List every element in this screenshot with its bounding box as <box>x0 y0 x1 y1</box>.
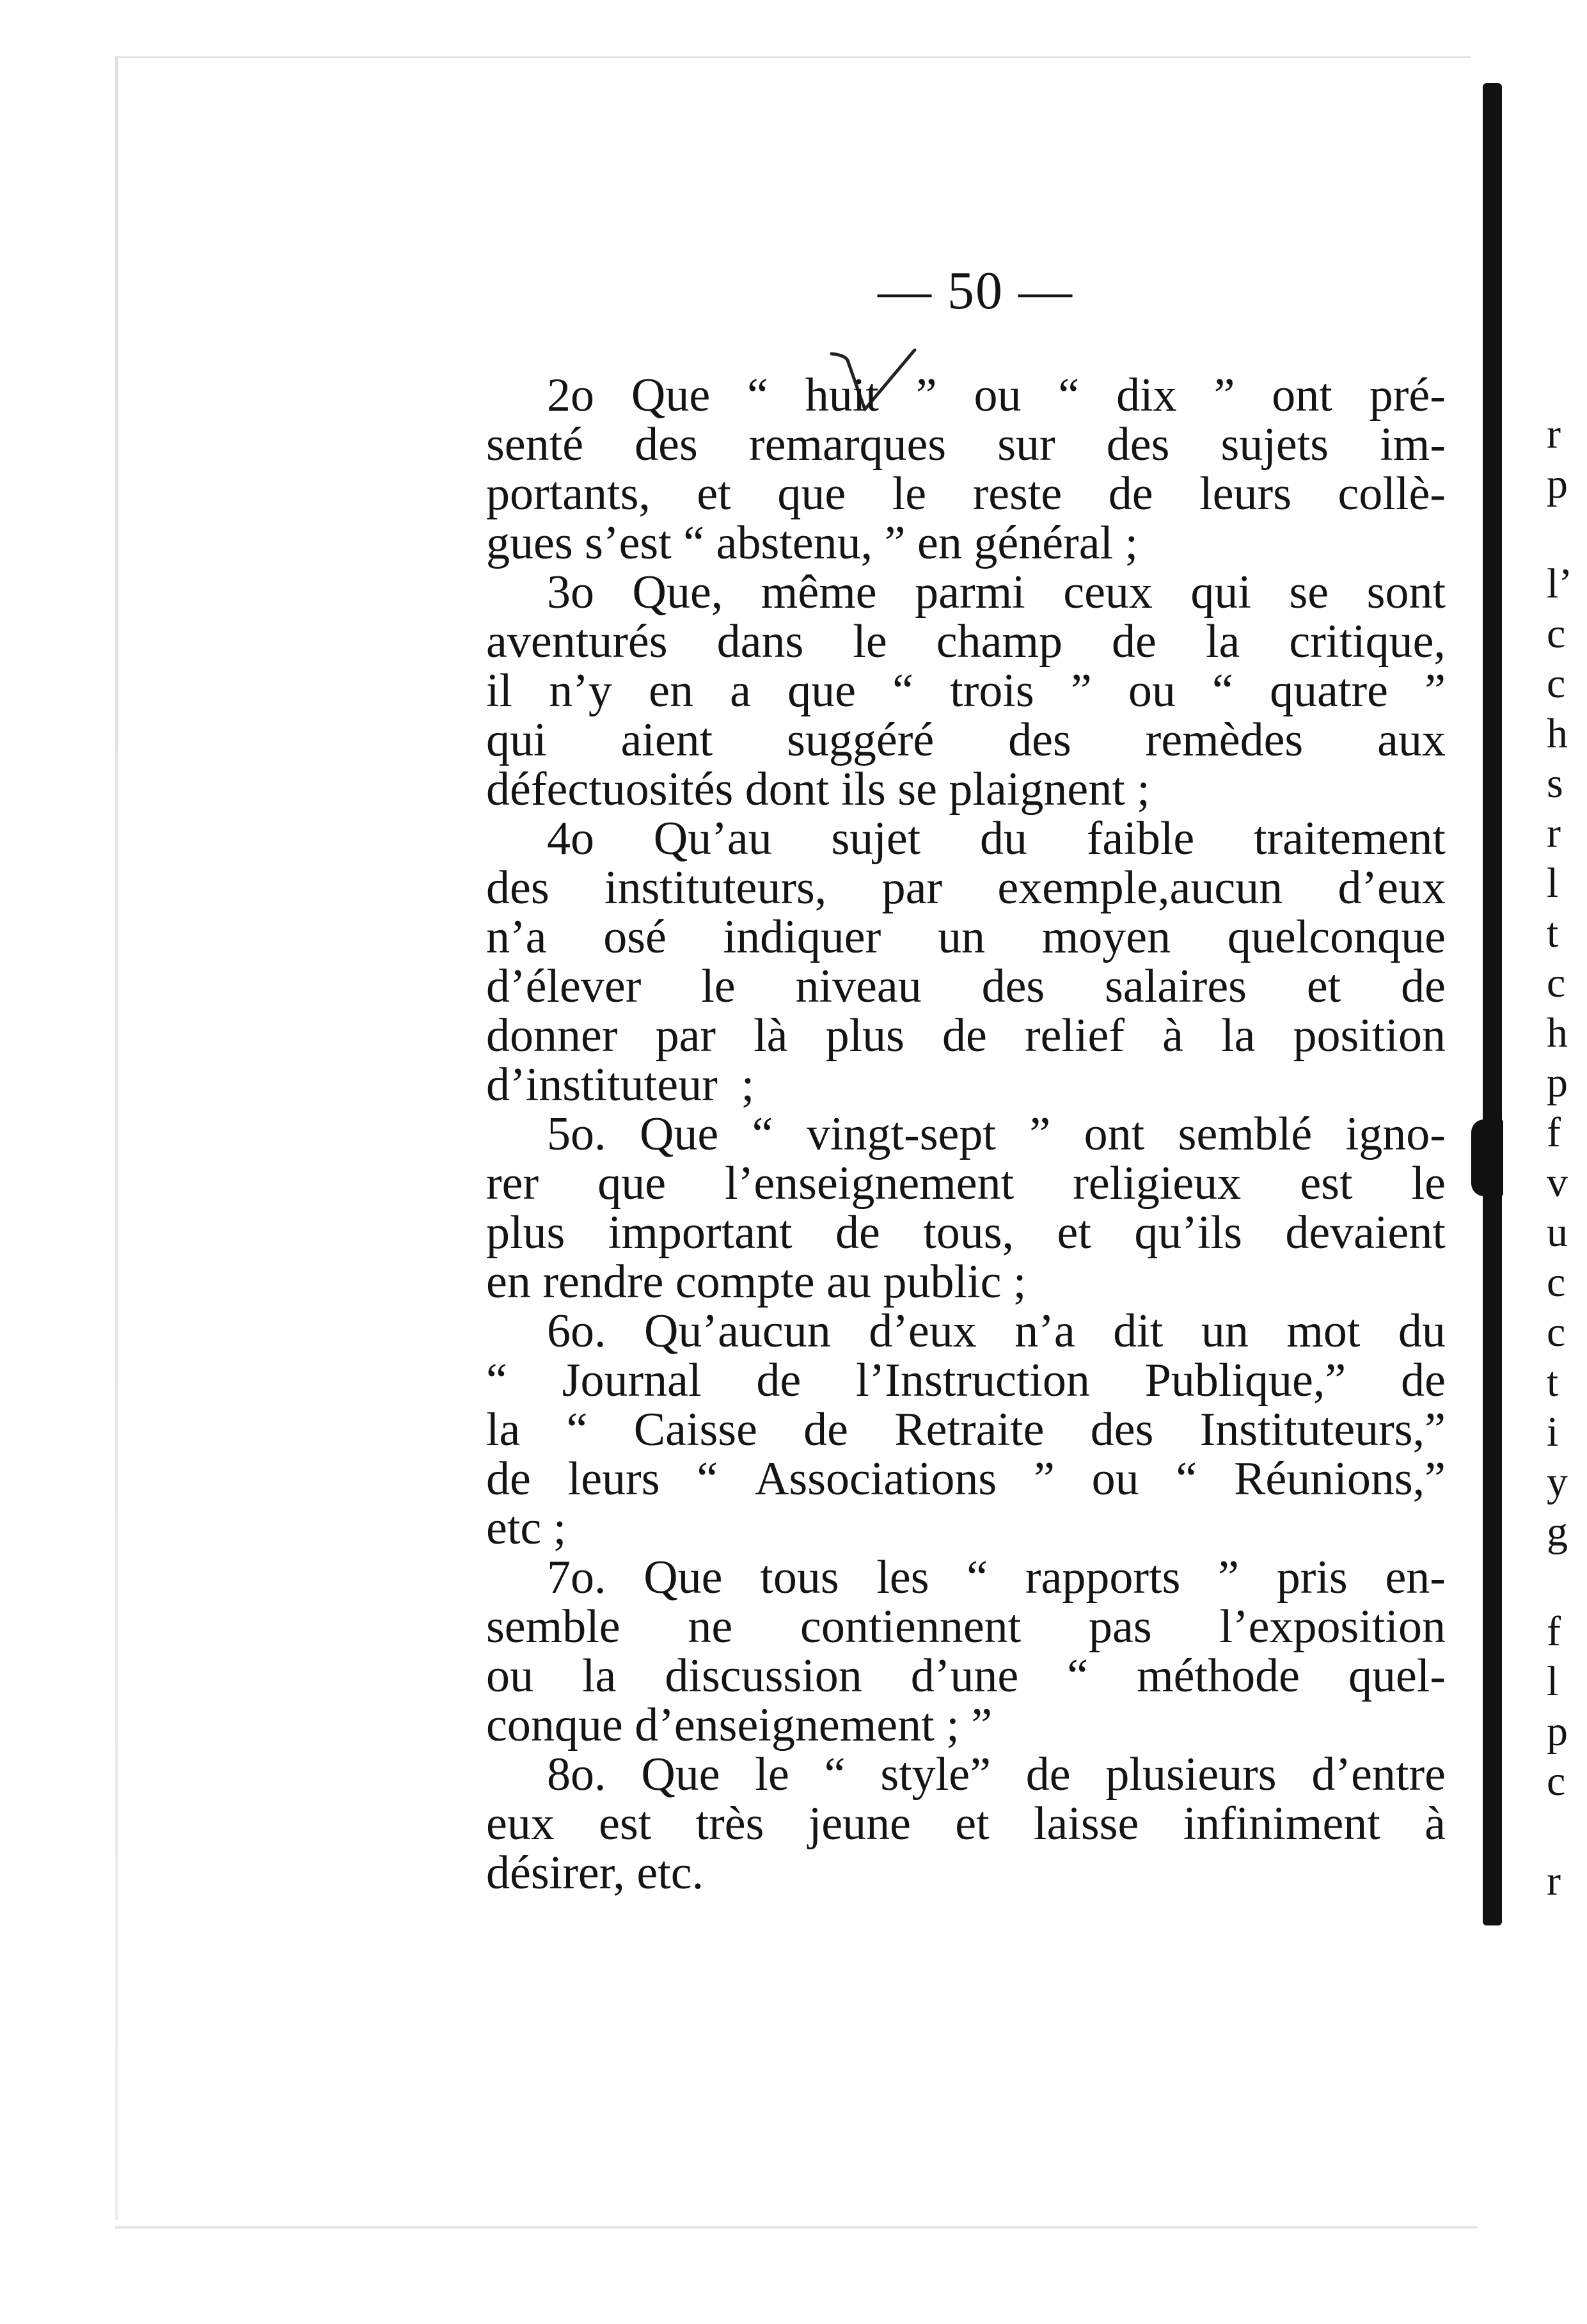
margin-fragment: i <box>1547 1409 1559 1455</box>
margin-fragment: c <box>1547 1758 1566 1805</box>
page-number: — 50 — <box>878 261 1073 320</box>
text-line: 6o. Qu’aucun d’eux n’a dit un mot du <box>547 1305 1446 1357</box>
margin-fragment: g <box>1547 1508 1568 1555</box>
text-line: ou la discussion d’une “ méthode quel- <box>486 1650 1446 1702</box>
margin-fragment: h <box>1547 1009 1568 1056</box>
margin-fragment: c <box>1547 1309 1566 1356</box>
margin-fragment: c <box>1547 1259 1566 1306</box>
book-spine-shadow <box>1483 83 1502 1925</box>
text-line: qui aient suggéré des remèdes aux <box>486 714 1446 766</box>
text-line: etc ; <box>486 1502 567 1554</box>
margin-fragment <box>1547 1806 1585 1856</box>
text-line: désirer, etc. <box>486 1847 704 1899</box>
text-line: de leurs “ Associations ” ou “ Réunions,” <box>486 1453 1446 1505</box>
margin-fragment: c <box>1547 960 1566 1006</box>
text-line: 7o. Que tous les “ rapports ” pris en- <box>547 1551 1446 1604</box>
margin-fragment <box>1547 1557 1585 1607</box>
text-line: 8o. Que le “ style” de plusieurs d’entre <box>547 1748 1446 1801</box>
margin-fragment: f <box>1547 1109 1561 1156</box>
text-line: 4o Qu’au sujet du faible traitement <box>547 812 1446 865</box>
margin-fragment: p <box>1547 1059 1568 1106</box>
text-line: senté des remarques sur des sujets im- <box>486 418 1446 471</box>
book-spine-notch <box>1471 1119 1503 1196</box>
text-line: d’instituteur ; <box>486 1059 755 1111</box>
text-line: “ Journal de l’Instruction Publique,” de <box>486 1354 1446 1407</box>
margin-fragment: r <box>1547 411 1561 457</box>
text-line: défectuosités dont ils se plaignent ; <box>486 763 1150 816</box>
text-line: 3o Que, même parmi ceux qui se sont <box>547 566 1446 619</box>
text-line: la “ Caisse de Retraite des Instituteurs,” <box>486 1403 1446 1456</box>
margin-fragment: l’ <box>1547 560 1573 607</box>
margin-fragment: v <box>1547 1159 1568 1206</box>
text-line: plus important de tous, et qu’ils devaient <box>486 1206 1446 1259</box>
text-line: des instituteurs, par exemple,aucun d’eux <box>486 862 1446 914</box>
page-left-edge <box>115 58 118 2220</box>
margin-fragment: l <box>1547 1658 1559 1705</box>
margin-fragment: y <box>1547 1458 1568 1505</box>
text-line: donner par là plus de relief à la position <box>486 1009 1446 1062</box>
margin-fragment: u <box>1547 1209 1568 1256</box>
text-line: il n’y en a que “ trois ” ou “ quatre ” <box>486 665 1446 717</box>
margin-fragment: h <box>1547 710 1568 757</box>
margin-fragment: s <box>1547 760 1563 807</box>
margin-fragment: c <box>1547 660 1566 707</box>
margin-fragment <box>1547 509 1585 559</box>
body-text <box>486 371 1446 1898</box>
text-line: conque d’enseignement ; ” <box>486 1699 993 1751</box>
page-bottom-edge <box>115 2226 1478 2229</box>
margin-fragment: c <box>1547 610 1566 657</box>
text-line: en rendre compte au public ; <box>486 1256 1027 1308</box>
text-line: d’élever le niveau des salaires et de <box>486 960 1446 1013</box>
margin-fragment: l <box>1547 860 1559 906</box>
text-line: semble ne contiennent pas l’exposition <box>486 1601 1446 1653</box>
margin-fragment: r <box>1547 1858 1561 1904</box>
text-line: rer que l’enseignement religieux est le <box>486 1157 1446 1210</box>
text-line: 2o Que “ huit ” ou “ dix ” ont pré- <box>547 369 1446 422</box>
margin-fragment: p <box>1547 1708 1568 1755</box>
margin-fragment: t <box>1547 1359 1559 1405</box>
text-line: eux est très jeune et laisse infiniment à <box>486 1798 1446 1850</box>
text-line: n’a osé indiquer un moyen quelconque <box>486 911 1446 963</box>
text-line: portants, et que le reste de leurs collè- <box>486 468 1446 520</box>
margin-fragment: r <box>1547 810 1561 857</box>
margin-fragment: p <box>1547 461 1568 507</box>
margin-fragment: t <box>1547 910 1559 956</box>
text-line: aventurés dans le champ de la critique, <box>486 615 1446 668</box>
margin-fragment: f <box>1547 1608 1561 1655</box>
text-line: 5o. Que “ vingt-sept ” ont semblé igno- <box>547 1108 1446 1160</box>
next-page-fragments <box>1547 409 1585 1906</box>
page-top-edge <box>115 56 1471 58</box>
text-line: gues s’est “ abstenu, ” en général ; <box>486 517 1139 569</box>
